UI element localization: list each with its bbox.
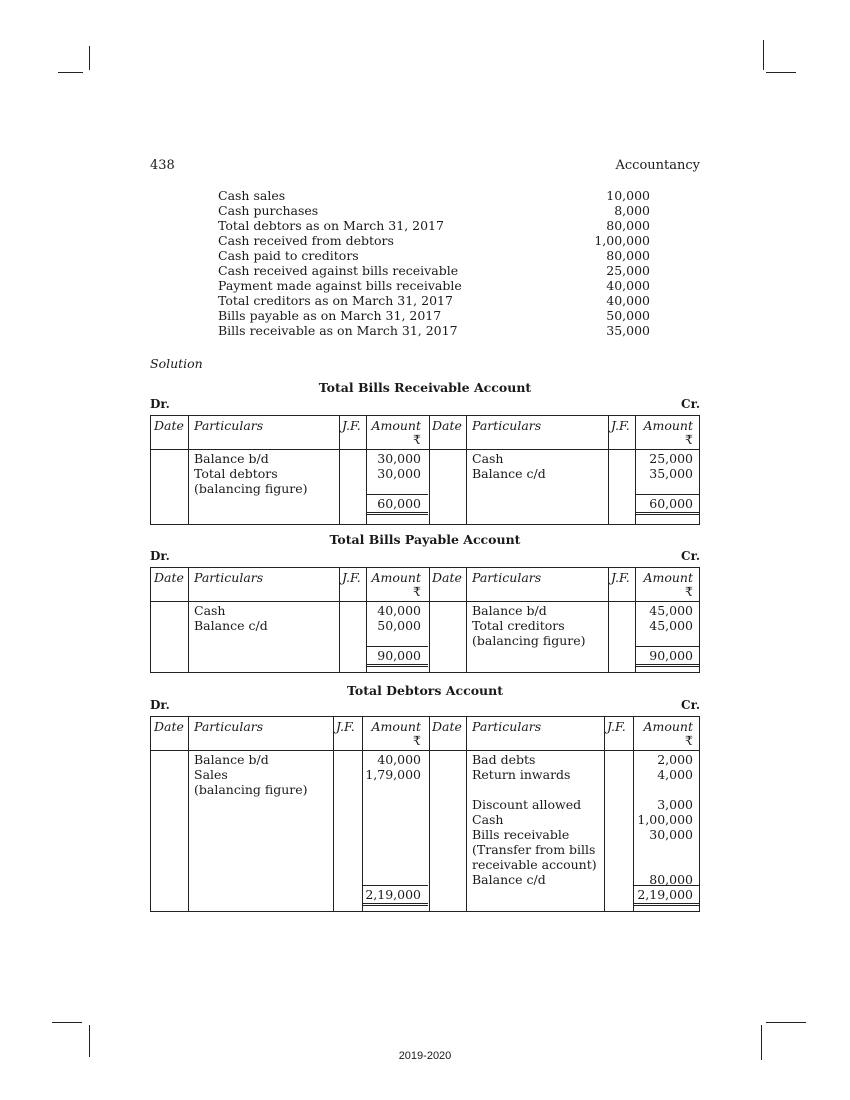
header-particulars: Particulars <box>472 570 542 585</box>
solution-label: Solution <box>150 356 203 371</box>
header-amount: Amount <box>643 418 693 433</box>
rupee-symbol: ₹ <box>685 733 693 748</box>
header-amount: Amount <box>371 719 421 734</box>
given-data-row <box>218 248 650 263</box>
particulars-line: (balancing figure) <box>194 782 308 797</box>
given-data-label: Payment made against bills receivable <box>218 278 462 293</box>
particulars-line: Return inwards <box>472 767 571 782</box>
given-data-row <box>218 293 650 308</box>
total-rule <box>634 885 700 886</box>
amount-value: 25,000 <box>649 451 693 466</box>
given-data-row <box>218 203 650 218</box>
total-rule <box>636 494 700 495</box>
rupee-symbol: ₹ <box>685 584 693 599</box>
header-jf: J.F. <box>611 570 630 585</box>
debtors-title: Total Debtors Account <box>346 683 503 698</box>
column-divider <box>429 717 430 911</box>
given-data-row <box>218 218 650 233</box>
particulars-line: Cash <box>194 603 226 618</box>
amount-value: 30,000 <box>649 827 693 842</box>
total-double-rule <box>367 512 428 515</box>
total-amount: 90,000 <box>649 648 693 663</box>
given-data-value: 80,000 <box>606 248 650 263</box>
particulars-line: Balance c/d <box>472 872 546 887</box>
total-rule <box>363 885 428 886</box>
particulars-line: Balance b/d <box>194 752 269 767</box>
particulars-line: Balance b/d <box>472 603 547 618</box>
amount-value: 4,000 <box>657 767 693 782</box>
amount-value: 1,79,000 <box>365 767 421 782</box>
total-double-rule <box>636 664 700 667</box>
footer-year: 2019-2020 <box>398 1050 452 1062</box>
header-jf: J.F. <box>342 418 361 433</box>
column-divider <box>188 416 189 524</box>
given-data-value: 80,000 <box>606 218 650 233</box>
column-divider <box>339 568 340 672</box>
particulars-line: Bills receivable <box>472 827 570 842</box>
header-jf: J.F. <box>607 719 626 734</box>
given-data-value: 40,000 <box>606 293 650 308</box>
given-data-row <box>218 263 650 278</box>
column-divider <box>339 416 340 524</box>
particulars-line: Discount allowed <box>472 797 582 812</box>
particulars-line: Sales <box>194 767 228 782</box>
crop-mark <box>763 40 764 70</box>
particulars-line: (balancing figure) <box>472 633 586 648</box>
header-particulars: Particulars <box>194 570 264 585</box>
column-divider <box>429 416 430 524</box>
particulars-line: (balancing figure) <box>194 481 308 496</box>
column-divider <box>429 568 430 672</box>
particulars-line: Bad debts <box>472 752 536 767</box>
bills-payable-title: Total Bills Payable Account <box>329 532 521 547</box>
given-data-row <box>218 233 650 248</box>
header-particulars: Particulars <box>194 719 264 734</box>
amount-value: 35,000 <box>649 466 693 481</box>
header-particulars: Particulars <box>472 418 542 433</box>
particulars-line: Cash <box>472 451 504 466</box>
header-amount: Amount <box>643 719 693 734</box>
column-divider <box>466 717 467 911</box>
column-divider <box>466 568 467 672</box>
column-divider <box>188 568 189 672</box>
particulars-line: Balance c/d <box>472 466 546 481</box>
given-data-label: Total creditors as on March 31, 2017 <box>218 293 453 308</box>
particulars-line: Balance b/d <box>194 451 269 466</box>
header-divider <box>151 750 699 751</box>
rupee-symbol: ₹ <box>685 432 693 447</box>
crop-mark <box>89 46 90 70</box>
column-divider <box>466 416 467 524</box>
dr-cr-row <box>150 698 700 712</box>
crop-mark <box>766 72 796 73</box>
given-data-value: 8,000 <box>614 203 650 218</box>
bills-receivable-ledger <box>150 415 700 525</box>
column-divider <box>188 717 189 911</box>
particulars-line: receivable account) <box>472 857 597 872</box>
total-amount: 60,000 <box>649 496 693 511</box>
running-head: Accountancy <box>615 158 700 173</box>
total-rule <box>367 494 428 495</box>
total-amount: 90,000 <box>377 648 421 663</box>
total-double-rule <box>634 903 700 906</box>
header-divider <box>151 449 699 450</box>
crop-mark <box>52 1022 82 1023</box>
column-divider <box>333 717 334 911</box>
amount-value: 1,00,000 <box>637 812 693 827</box>
column-divider <box>604 717 605 911</box>
amount-value: 40,000 <box>377 603 421 618</box>
cr-label: Cr. <box>681 397 700 411</box>
header-date: Date <box>432 418 462 433</box>
given-data-label: Total debtors as on March 31, 2017 <box>218 218 444 233</box>
header-divider <box>151 601 699 602</box>
given-data-row <box>218 278 650 293</box>
amount-value: 30,000 <box>377 451 421 466</box>
given-data-row <box>218 188 650 203</box>
dr-label: Dr. <box>150 698 170 712</box>
amount-value: 2,000 <box>657 752 693 767</box>
given-data-label: Cash purchases <box>218 203 319 218</box>
amount-value: 45,000 <box>649 618 693 633</box>
particulars-line: Total debtors <box>194 466 278 481</box>
given-data-label: Cash sales <box>218 188 286 203</box>
header-amount: Amount <box>643 570 693 585</box>
amount-value: 40,000 <box>377 752 421 767</box>
amount-value: 80,000 <box>649 872 693 887</box>
particulars-line: Total creditors <box>472 618 565 633</box>
given-data-list <box>218 188 650 338</box>
amount-value: 45,000 <box>649 603 693 618</box>
header-amount: Amount <box>371 418 421 433</box>
bills-payable-ledger <box>150 567 700 673</box>
given-data-label: Bills receivable as on March 31, 2017 <box>218 323 458 338</box>
header-date: Date <box>154 719 184 734</box>
dr-cr-row <box>150 397 700 411</box>
rupee-symbol: ₹ <box>413 733 421 748</box>
particulars-line: (Transfer from bills <box>472 842 596 857</box>
dr-label: Dr. <box>150 397 170 411</box>
given-data-row <box>218 323 650 338</box>
total-double-rule <box>636 512 700 515</box>
given-data-value: 10,000 <box>606 188 650 203</box>
column-divider <box>608 568 609 672</box>
given-data-value: 1,00,000 <box>594 233 650 248</box>
rupee-symbol: ₹ <box>413 432 421 447</box>
total-double-rule <box>363 903 428 906</box>
header-date: Date <box>154 570 184 585</box>
header-particulars: Particulars <box>472 719 542 734</box>
header-particulars: Particulars <box>194 418 264 433</box>
total-amount: 2,19,000 <box>637 887 693 902</box>
crop-mark <box>766 1022 806 1023</box>
column-divider <box>608 416 609 524</box>
header-amount: Amount <box>371 570 421 585</box>
header-jf: J.F. <box>342 570 361 585</box>
page-number: 438 <box>150 158 175 173</box>
given-data-label: Cash paid to creditors <box>218 248 359 263</box>
debtors-ledger <box>150 716 700 912</box>
header-jf: J.F. <box>336 719 355 734</box>
particulars-line: Cash <box>472 812 504 827</box>
particulars-line: Balance c/d <box>194 618 268 633</box>
given-data-row <box>218 308 650 323</box>
given-data-value: 25,000 <box>606 263 650 278</box>
total-rule <box>367 646 428 647</box>
total-rule <box>636 646 700 647</box>
total-amount: 2,19,000 <box>365 887 421 902</box>
dr-label: Dr. <box>150 549 170 563</box>
header-date: Date <box>432 719 462 734</box>
given-data-label: Cash received against bills receivable <box>218 263 459 278</box>
given-data-label: Bills payable as on March 31, 2017 <box>218 308 442 323</box>
given-data-label: Cash received from debtors <box>218 233 394 248</box>
amount-value: 50,000 <box>377 618 421 633</box>
cr-label: Cr. <box>681 549 700 563</box>
header-date: Date <box>432 570 462 585</box>
rupee-symbol: ₹ <box>413 584 421 599</box>
crop-mark <box>58 72 83 73</box>
header-jf: J.F. <box>611 418 630 433</box>
total-double-rule <box>367 664 428 667</box>
amount-value: 3,000 <box>657 797 693 812</box>
given-data-value: 35,000 <box>606 323 650 338</box>
given-data-value: 40,000 <box>606 278 650 293</box>
bills-receivable-title: Total Bills Receivable Account <box>318 380 532 395</box>
cr-label: Cr. <box>681 698 700 712</box>
given-data-value: 50,000 <box>606 308 650 323</box>
total-amount: 60,000 <box>377 496 421 511</box>
header-date: Date <box>154 418 184 433</box>
dr-cr-row <box>150 549 700 563</box>
amount-value: 30,000 <box>377 466 421 481</box>
